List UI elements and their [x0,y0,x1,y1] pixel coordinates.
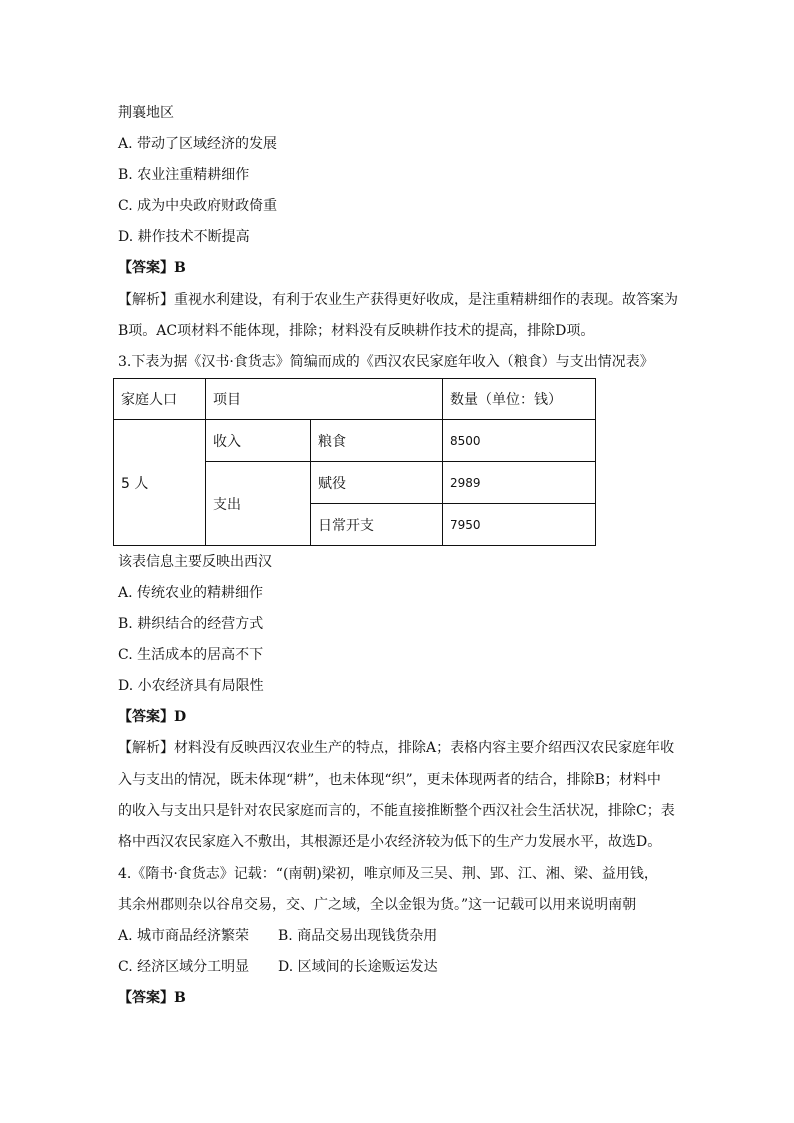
q4-answer: 【答案】B [118,990,186,1006]
q2-option-d: D. 耕作技术不断提高 [118,229,250,245]
q4-stem-line-2: 其余州郡则杂以谷帛交易，交、广之域，全以金银为货。”这一记载可以用来说明南朝 [118,897,637,913]
table-row [114,420,596,462]
q4-options-row-1 [118,926,437,946]
q4-option-a: A. 城市商品经济繁荣 [118,928,250,944]
q4-option-b: B. 商品交易出现钱货杂用 [278,928,438,944]
income-expense-table [113,378,596,546]
q3-option-a: A. 传统农业的精耕细作 [118,585,264,601]
intro-text: 荆襄地区 [118,105,174,121]
q4-option-c: C. 经济区域分工明显 [118,959,250,975]
expense-label: 支出 [206,462,311,546]
q3-analysis-line-3: 的收入与支出只是针对农民家庭而言的，不能直接推断整个西汉社会生活状况，排除C；表 [118,803,675,819]
q4-option-d: D. 区域间的长途贩运发达 [278,959,438,975]
q3-analysis-line-1: 【解析】材料没有反映西汉农业生产的特点，排除A；表格内容主要介绍西汉农民家庭年收 [118,740,675,756]
q4-options-row-2 [118,957,438,977]
family-size-cell: 5 人 [114,420,206,546]
income-label: 收入 [206,420,311,462]
q3-option-d: D. 小农经济具有局限性 [118,678,264,694]
q4-stem-line-1: 4.《隋书·食货志》记载：“(南朝)梁初，唯京师及三吴、荆、郢、江、湘、梁、益用钱， [118,866,658,882]
table-header-row [114,379,596,420]
header-amount: 数量（单位：钱） [443,379,596,420]
q3-analysis-line-2: 入与支出的情况，既未体现“耕”，也未体现“织”，更未体现两者的结合，排除B；材料中 [118,772,661,788]
q2-option-a: A. 带动了区域经济的发展 [118,136,278,152]
value-cell: 8500 [443,420,596,462]
item-cell: 粮食 [311,420,443,462]
value-cell: 7950 [443,504,596,546]
item-cell: 赋役 [311,462,443,504]
q3-answer: 【答案】D [118,709,187,725]
q2-answer: 【答案】B [118,260,186,276]
q2-analysis-line-1: 【解析】重视水利建设，有利于农业生产获得更好收成，是注重精耕细作的表现。故答案为 [118,292,678,308]
q3-question: 该表信息主要反映出西汉 [118,554,272,570]
q3-option-b: B. 耕织结合的经营方式 [118,616,264,632]
header-family-size: 家庭人口 [114,379,206,420]
q3-analysis-line-4: 格中西汉农民家庭入不敷出，其根源还是小农经济较为低下的生产力发展水平，故选D。 [118,834,662,850]
q2-analysis-line-2: B项。AC项材料不能体现，排除；材料没有反映耕作技术的提高，排除D项。 [118,323,595,339]
header-item: 项目 [206,379,443,420]
q3-option-c: C. 生活成本的居高不下 [118,647,264,663]
value-cell: 2989 [443,462,596,504]
q2-option-b: B. 农业注重精耕细作 [118,167,250,183]
q2-option-c: C. 成为中央政府财政倚重 [118,198,278,214]
q3-stem: 3.下表为据《汉书·食货志》简编而成的《西汉农民家庭年收入（粮食）与支出情况表》 [118,354,654,370]
item-cell: 日常开支 [311,504,443,546]
